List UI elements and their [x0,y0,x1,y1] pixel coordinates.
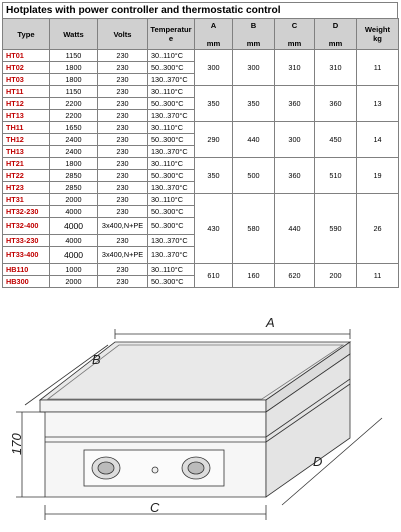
volts-cell: 230 [98,74,148,86]
volts-cell: 230 [98,134,148,146]
weight-cell: 11 [357,50,399,86]
col-header-weight: Weight kg [357,19,399,50]
temperature-cell: 130..370°C [148,146,195,158]
dim-d-cell: 450 [315,122,357,158]
col-header-temperature: Temperatur e [148,19,195,50]
weight-cell: 13 [357,86,399,122]
volts-cell: 230 [98,86,148,98]
volts-cell: 230 [98,170,148,182]
type-cell: HB110 [3,264,50,276]
dim-c-cell: 360 [275,86,315,122]
watts-cell: 4000 [50,247,98,264]
spec-table [2,18,399,288]
type-cell: HT11 [3,86,50,98]
volts-cell: 230 [98,206,148,218]
watts-cell: 2000 [50,276,98,288]
watts-cell: 2850 [50,170,98,182]
volts-cell: 230 [98,194,148,206]
volts-cell: 230 [98,158,148,170]
table-row [3,50,399,62]
dim-c-cell: 440 [275,194,315,264]
temperature-cell: 50..300°C [148,206,195,218]
type-cell: HT21 [3,158,50,170]
volts-cell: 230 [98,146,148,158]
watts-cell: 4000 [50,218,98,235]
watts-cell: 1800 [50,74,98,86]
volts-cell: 230 [98,110,148,122]
dim-c-cell: 360 [275,158,315,194]
dim-d-cell: 590 [315,194,357,264]
dim-c-cell: 300 [275,122,315,158]
type-cell: HT31 [3,194,50,206]
type-cell: HB300 [3,276,50,288]
plate-front-edge [40,400,266,412]
watts-cell: 1650 [50,122,98,134]
table-row [3,86,399,98]
temperature-cell: 130..370°C [148,110,195,122]
volts-cell: 3x400,N+PE [98,247,148,264]
volts-cell: 230 [98,62,148,74]
temperature-cell: 130..370°C [148,74,195,86]
dim-c-cell: 310 [275,50,315,86]
type-cell: HT01 [3,50,50,62]
type-cell: HT33-400 [3,247,50,264]
weight-cell: 19 [357,158,399,194]
type-cell: HT22 [3,170,50,182]
temperature-cell: 50..300°C [148,170,195,182]
watts-cell: 4000 [50,235,98,247]
power-knob-center [98,462,114,474]
table-row [3,122,399,134]
temperature-cell: 130..370°C [148,235,195,247]
watts-cell: 2400 [50,134,98,146]
dim-b-cell: 440 [233,122,275,158]
col-header-d: D mm [315,19,357,50]
dim-b-cell: 500 [233,158,275,194]
volts-cell: 230 [98,264,148,276]
volts-cell: 230 [98,235,148,247]
dim-a-cell: 350 [195,158,233,194]
temperature-cell: 130..370°C [148,247,195,264]
watts-cell: 1800 [50,62,98,74]
temperature-cell: 50..300°C [148,218,195,235]
col-header-type: Type [3,19,50,50]
indicator-lamp [152,467,158,473]
col-header-c: C mm [275,19,315,50]
type-cell: TH11 [3,122,50,134]
weight-cell: 26 [357,194,399,264]
watts-cell: 1800 [50,158,98,170]
type-cell: HT03 [3,74,50,86]
volts-cell: 230 [98,276,148,288]
table-row [3,264,399,276]
type-cell: TH13 [3,146,50,158]
col-header-watts: Watts [50,19,98,50]
temperature-cell: 30..110°C [148,86,195,98]
volts-cell: 230 [98,50,148,62]
type-cell: HT02 [3,62,50,74]
type-cell: HT32-400 [3,218,50,235]
temperature-cell: 30..110°C [148,264,195,276]
watts-cell: 2200 [50,110,98,122]
header-row [3,19,399,50]
watts-cell: 2850 [50,182,98,194]
dim-a-cell: 430 [195,194,233,264]
dimension-label-a: A [266,315,275,330]
table-title: Hotplates with power controller and thermostatic control [2,2,398,18]
temperature-cell: 30..110°C [148,194,195,206]
watts-cell: 4000 [50,206,98,218]
temperature-cell: 50..300°C [148,98,195,110]
volts-cell: 230 [98,122,148,134]
type-cell: HT33-230 [3,235,50,247]
temperature-cell: 50..300°C [148,62,195,74]
type-cell: TH12 [3,134,50,146]
temperature-cell: 30..110°C [148,122,195,134]
dimension-label-d: D [313,454,323,469]
volts-cell: 230 [98,98,148,110]
type-cell: HT23 [3,182,50,194]
dim-b-cell: 350 [233,86,275,122]
dim-d-cell: 200 [315,264,357,288]
watts-cell: 2400 [50,146,98,158]
hotplate-dimension-drawing [0,308,401,532]
dimension-label-height: 170 [9,433,24,455]
dim-a-cell: 610 [195,264,233,288]
col-header-b: B mm [233,19,275,50]
dim-b-cell: 580 [233,194,275,264]
col-header-volts: Volts [98,19,148,50]
dimension-label-c: C [150,500,160,515]
watts-cell: 2000 [50,194,98,206]
dim-d-cell: 310 [315,50,357,86]
type-cell: HT12 [3,98,50,110]
temperature-cell: 50..300°C [148,134,195,146]
dim-b-cell: 160 [233,264,275,288]
watts-cell: 2200 [50,98,98,110]
type-cell: HT32-230 [3,206,50,218]
watts-cell: 1150 [50,86,98,98]
volts-cell: 3x400,N+PE [98,218,148,235]
table-row [3,194,399,206]
temperature-cell: 30..110°C [148,158,195,170]
dim-c-cell: 620 [275,264,315,288]
dim-a-cell: 290 [195,122,233,158]
col-header-a: A mm [195,19,233,50]
dim-d-cell: 510 [315,158,357,194]
watts-cell: 1000 [50,264,98,276]
table-row [3,158,399,170]
temperature-cell: 30..110°C [148,50,195,62]
weight-cell: 14 [357,122,399,158]
dim-a-cell: 300 [195,50,233,86]
thermostat-knob-center [188,462,204,474]
temperature-cell: 130..370°C [148,182,195,194]
type-cell: HT13 [3,110,50,122]
weight-cell: 11 [357,264,399,288]
dim-b-cell: 300 [233,50,275,86]
dimension-label-b: B [92,352,101,367]
watts-cell: 1150 [50,50,98,62]
temperature-cell: 50..300°C [148,276,195,288]
dim-a-cell: 350 [195,86,233,122]
volts-cell: 230 [98,182,148,194]
dim-d-cell: 360 [315,86,357,122]
